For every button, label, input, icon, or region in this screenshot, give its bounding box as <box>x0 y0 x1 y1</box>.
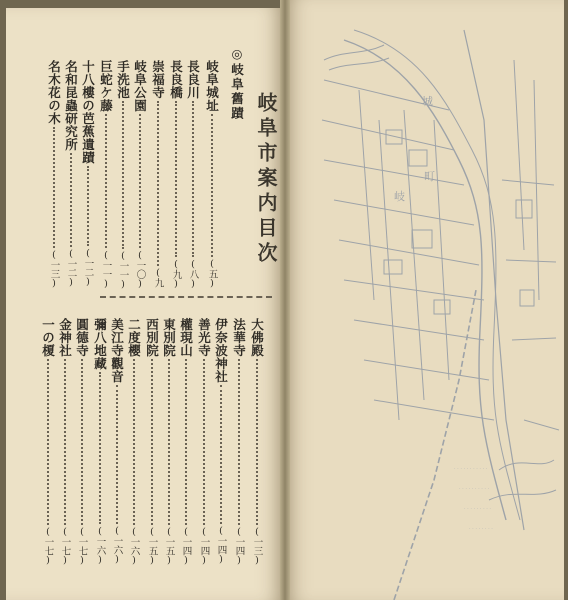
toc-leader-dots <box>220 385 222 524</box>
toc-leader-dots <box>70 153 72 247</box>
toc-entry <box>162 318 175 566</box>
toc-entry-label: 巨蛇ケ藤 <box>98 60 114 112</box>
toc-entry <box>99 60 112 289</box>
toc-leader-dots <box>185 359 187 525</box>
toc-entry <box>186 60 199 289</box>
toc-entry-page: (一三) <box>251 526 263 566</box>
toc-entry-page: (一六) <box>128 526 140 566</box>
toc-leader-dots <box>211 114 213 257</box>
city-map <box>284 0 564 600</box>
toc-entry-label: 手洗池 <box>115 60 131 99</box>
toc-entry-page: (一七) <box>59 526 71 566</box>
toc-entry-page: (一一) <box>117 250 129 290</box>
toc-entry-page: (一四) <box>233 526 245 566</box>
toc-leader-dots <box>133 359 135 525</box>
toc-entry-label: 二度櫻 <box>126 318 142 357</box>
toc-entry-page: (一七) <box>42 526 54 566</box>
toc-entry-page: (一二) <box>65 248 77 288</box>
toc-leader-dots <box>87 166 89 246</box>
toc-entry-page: (一〇) <box>134 250 146 289</box>
toc-entry <box>214 318 227 565</box>
toc-entry-page: (九) <box>170 259 182 289</box>
toc-leader-dots <box>151 359 153 525</box>
toc-entry <box>93 318 106 565</box>
toc-leader-dots <box>192 101 194 257</box>
toc-entry-label: 法華寺 <box>231 318 247 357</box>
toc-entry-label: 彌八地藏 <box>92 318 108 370</box>
map-label-gifu: 岐 <box>394 190 405 203</box>
toc-entry <box>145 318 158 566</box>
toc-leader-dots <box>47 359 49 525</box>
toc-entry-page: (一三) <box>48 249 60 289</box>
toc-entry-label: 一の榎 <box>40 318 56 357</box>
toc-entry-page: (一四) <box>180 526 192 566</box>
toc-leader-dots <box>203 359 205 525</box>
toc-entry-label: 伊奈波神社 <box>213 318 229 383</box>
toc-entry <box>133 60 146 289</box>
toc-entry <box>64 60 77 288</box>
toc-entry-label: 崇福寺 <box>150 60 166 99</box>
section-heading: ◎岐阜舊蹟 <box>229 46 245 121</box>
toc-entry-label: 名和昆蟲研究所 <box>63 60 79 151</box>
toc-entry-page: (一五) <box>163 526 175 566</box>
toc-entry-label: 善光寺 <box>196 318 212 357</box>
toc-entry-page: (一四) <box>198 526 210 566</box>
toc-entry-page: (八) <box>187 259 199 289</box>
toc-entry <box>110 318 123 565</box>
toc-leader-dots <box>105 114 107 248</box>
toc-entry-page: (一七) <box>76 526 88 566</box>
toc-leader-dots <box>157 101 159 266</box>
toc-entry <box>197 318 210 566</box>
toc-leader-dots <box>238 359 240 525</box>
toc-entry-page: (五) <box>206 258 218 289</box>
toc-entry <box>169 60 182 289</box>
toc-leader-dots <box>256 359 258 525</box>
toc-entry-label: 長良橋 <box>168 60 184 99</box>
toc-entry-label: 岐阜城址 <box>204 60 220 112</box>
toc-entry <box>250 318 263 566</box>
open-book <box>6 0 566 600</box>
toc-leader-dots <box>64 359 66 525</box>
toc-entry-label: 權現山 <box>178 318 194 357</box>
toc-entry-label: 東別院 <box>161 318 177 357</box>
toc-entry-label: 岐阜公園 <box>132 60 148 112</box>
svg-text:· · · · · · · · · · ·: · · · · · · · · · · · <box>454 466 488 472</box>
toc-entry-label: 大佛殿 <box>249 318 265 357</box>
toc-entry <box>75 318 88 566</box>
toc-entry <box>58 318 71 566</box>
toc-entry-label: 西別院 <box>144 318 160 357</box>
toc-leader-dots <box>81 359 83 525</box>
toc-entry-label: 名木花の木 <box>46 60 62 125</box>
toc-entry-label: 金神社 <box>57 318 73 357</box>
toc-entry <box>151 60 164 287</box>
toc-leader-dots <box>99 372 101 524</box>
toc-entry <box>179 318 192 566</box>
toc-leader-dots <box>116 385 118 524</box>
toc-entry-page: (一六) <box>94 526 106 565</box>
section-divider <box>100 296 272 298</box>
toc-entry-page: (一六) <box>111 525 123 565</box>
toc-entry <box>127 318 140 566</box>
toc-entry-page: (一四) <box>215 525 227 565</box>
toc-title: 岐阜市案内目次 <box>254 92 278 267</box>
toc-leader-dots <box>168 359 170 525</box>
toc-entry-page: (九 <box>152 267 164 287</box>
toc-entry <box>232 318 245 566</box>
toc-leader-dots <box>175 101 177 257</box>
toc-entry-page: (一一) <box>100 250 112 289</box>
toc-leader-dots <box>139 114 141 248</box>
svg-text:· · · · · · · · · ·: · · · · · · · · · · <box>459 486 490 492</box>
toc-entry-page: (一二) <box>82 248 94 287</box>
toc-entry-page: (一五) <box>146 526 158 566</box>
toc-entry-label: 圓德寺 <box>74 318 90 357</box>
toc-entry <box>41 318 54 566</box>
svg-text:· · · · · · · · ·: · · · · · · · · · <box>464 506 492 512</box>
toc-entry <box>81 60 94 287</box>
toc-entry-label: 美江寺觀音 <box>109 318 125 383</box>
toc-entry-label: 十八樓の芭蕉遺蹟 <box>80 60 96 164</box>
map-page <box>284 0 564 600</box>
book-spine <box>280 0 290 600</box>
svg-text:· · · · · · · ·: · · · · · · · · <box>469 526 493 532</box>
map-label-castle: 城 <box>422 95 433 108</box>
toc-leader-dots <box>53 127 55 248</box>
toc-entry <box>116 60 129 290</box>
toc-entry <box>205 60 218 289</box>
toc-entry-label: 長良川 <box>185 60 201 99</box>
toc-entry <box>47 60 60 289</box>
map-label-town: 町 <box>424 170 435 183</box>
toc-leader-dots <box>122 101 124 249</box>
